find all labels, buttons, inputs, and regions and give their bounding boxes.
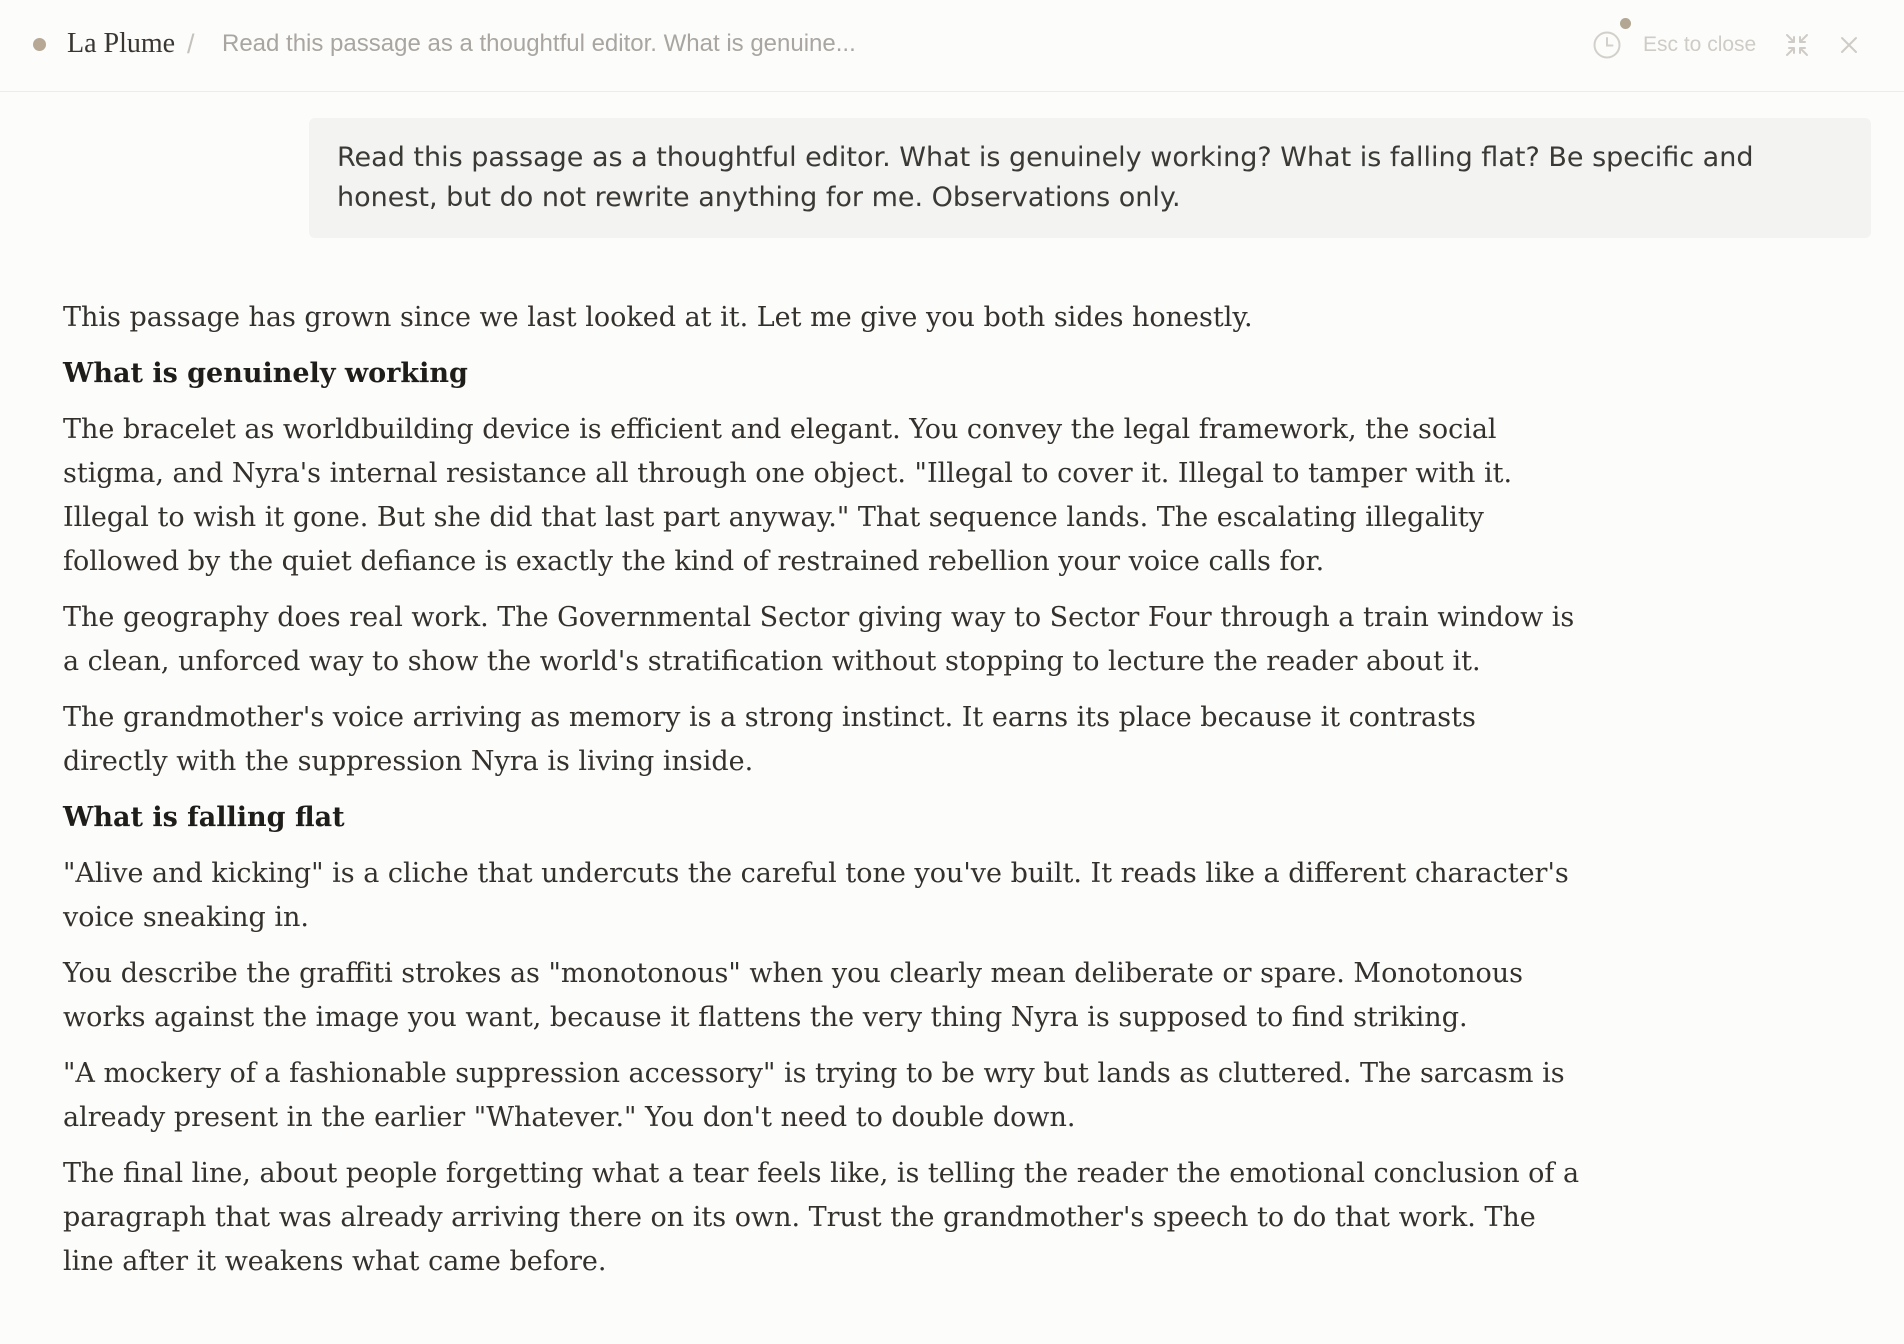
flat-heading: What is falling flat: [63, 802, 345, 833]
collapse-button[interactable]: [1782, 30, 1812, 60]
esc-to-close-hint: Esc to close: [1643, 33, 1757, 56]
clock-icon: [1590, 28, 1624, 62]
flat-point: You describe the graffiti strokes as "monotonous" when you clearly mean deliberate or spare. Monotonous works against the image you want, because it flattens the very thing Nyra is supposed to find striking.: [63, 958, 1523, 1033]
user-message-bubble: [309, 118, 1871, 238]
working-heading: What is genuinely working: [63, 358, 468, 389]
brand-dot: [33, 38, 46, 51]
flat-point: "A mockery of a fashionable suppression accessory" is trying to be wry but lands as cluttered. The sarcasm is already present in the earlier "Whatever." You don't need to double down.: [63, 1058, 1565, 1133]
user-message-text: Read this passage as a thoughtful editor. What is genuinely working? What is falling flat? Be specific and honest, but do not rewrite anything for me. Observations only.: [337, 142, 1754, 213]
assistant-response: [63, 296, 1588, 1296]
close-button[interactable]: [1834, 30, 1864, 60]
flat-point: "Alive and kicking" is a cliche that undercuts the careful tone you've built. It reads like a different character's voice sneaking in.: [63, 858, 1569, 933]
response-intro: This passage has grown since we last looked at it. Let me give you both sides honestly.: [63, 302, 1253, 333]
conversation-title: Read this passage as a thoughtful editor. What is genuine...: [222, 30, 856, 57]
flat-point: The final line, about people forgetting what a tear feels like, is telling the reader the emotional conclusion of a paragraph that was already arriving there on its own. Trust the grandmother's speech to do that work. The line after it weakens what came before.: [63, 1158, 1580, 1277]
brand-name[interactable]: La Plume: [67, 28, 176, 59]
top-bar: [0, 0, 1904, 92]
working-point: The bracelet as worldbuilding device is efficient and elegant. You convey the legal framework, the social stigma, and Nyra's internal resistance all through one object. "Illegal to cover it. Illegal to tamper with it. Illegal to wish it gone. But she did that last part anyway." That sequence lands. The escalating illegality followed by the quiet defiance is exactly the kind of restrained rebellion your voice calls for.: [63, 414, 1513, 577]
close-icon: [1834, 30, 1864, 60]
history-button[interactable]: [1590, 28, 1624, 62]
notification-dot: [1620, 18, 1631, 29]
collapse-arrows-icon: [1782, 30, 1812, 60]
breadcrumb-separator: /: [187, 29, 195, 59]
working-point: The grandmother's voice arriving as memory is a strong instinct. It earns its place because it contrasts directly with the suppression Nyra is living inside.: [63, 702, 1476, 777]
working-point: The geography does real work. The Governmental Sector giving way to Sector Four through a train window is a clean, unforced way to show the world's stratification without stopping to lecture the reader about it.: [63, 602, 1575, 677]
